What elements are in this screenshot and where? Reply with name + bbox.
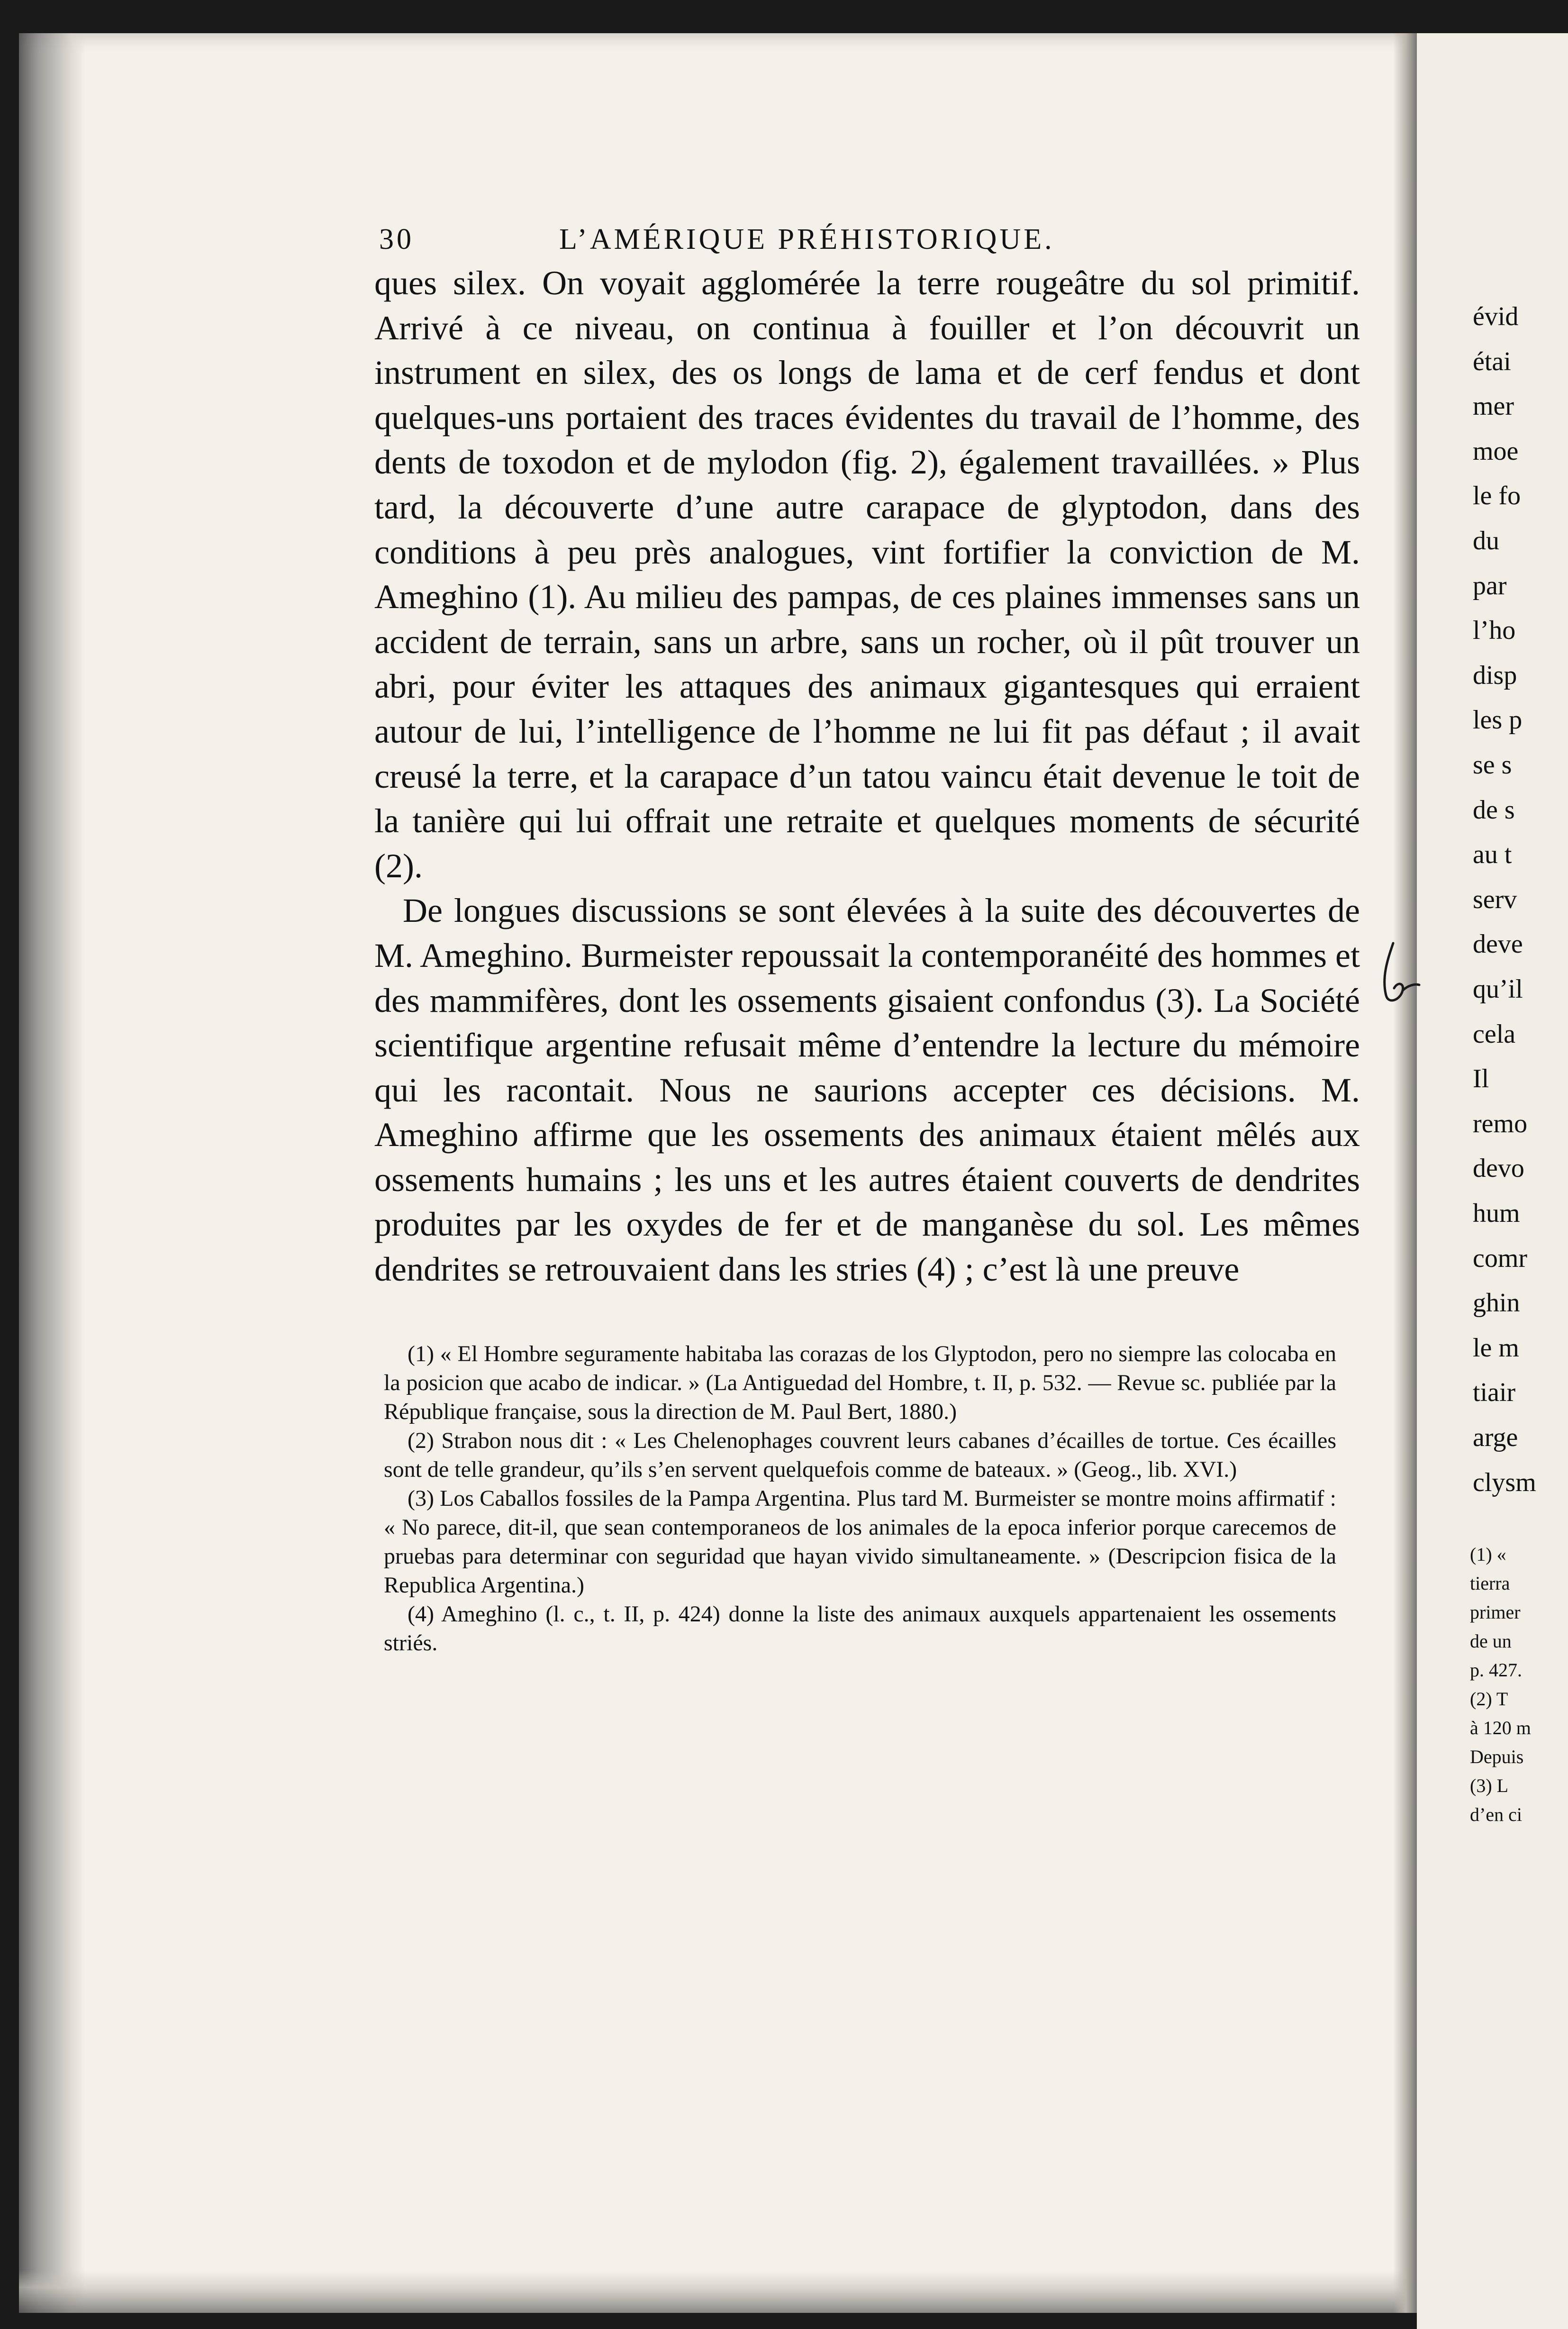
body-paragraph: ques silex. On voyait agglomérée la terre rougeâtre du sol primitif. Arrivé à ce niveau, on continua à fouiller et l’on découvrit un instrument en silex, des os longs de lama et de cerf fendus et dont quelques-uns portaient des traces évidentes du travail de l’homme, des dents de toxodon et de mylodon (fig. 2), également travaillées. » Plus tard, la découverte d’une autre carapace de glyptodon, dans des conditions à peu près analogues, vint fortifier la conviction de M. Ameghino (1). Au milieu des pampas, de ces plaines immenses sans un accident de terrain, sans un arbre, sans un rocher, où il pût trouver un abri, pour éviter les attaques des animaux gigantesques qui erraient autour de lui, l’intelligence de l’homme ne lui fit pas défaut ; il avait creusé la terre, et la carapace d’un tatou vaincu était devenue le toit de la tanière qui lui offrait une retraite et quelques moments de sécurité (2).	[374, 264, 1360, 885]
adjacent-page-note: tierra	[1470, 1573, 1510, 1594]
adjacent-page-line: qu’il	[1473, 974, 1523, 1004]
adjacent-page-fragment	[1417, 33, 1568, 2329]
adjacent-page-line: les p	[1473, 705, 1523, 735]
adjacent-page-line: au t	[1473, 840, 1512, 870]
adjacent-page-note: p. 427.	[1470, 1659, 1522, 1681]
adjacent-page-line: évid	[1473, 302, 1519, 331]
adjacent-page-line: disp	[1473, 660, 1517, 690]
adjacent-page-line: cela	[1473, 1019, 1516, 1049]
adjacent-page-line: l’ho	[1473, 616, 1516, 646]
adjacent-page-line: de s	[1473, 795, 1515, 825]
adjacent-page-line: Il	[1473, 1064, 1489, 1094]
adjacent-page-note: de un	[1470, 1630, 1512, 1652]
running-title: L’AMÉRIQUE PRÉHISTORIQUE.	[559, 223, 1055, 255]
footnotes	[374, 1339, 1336, 1657]
adjacent-page-line: remo	[1473, 1109, 1528, 1138]
adjacent-page-note: (2) T	[1470, 1688, 1508, 1710]
adjacent-page-line: devo	[1473, 1154, 1524, 1183]
footnote: (4) Ameghino (l. c., t. II, p. 424) donne la liste des animaux auxquels appartenaient les ossements striés.	[384, 1601, 1336, 1656]
handwritten-margin-mark	[1374, 938, 1422, 1014]
footnote: (3) Los Caballos fossiles de la Pampa Argentina. Plus tard M. Burmeister se montre moins affirmatif : « No parece, dit-il, que sean contemporaneos de los animales de la epoca inferior porque carecemos de pruebas para determinar con seguridad que hayan vivido simultaneamente. » (Descripcion fisica de la Republica Argentina.)	[384, 1485, 1336, 1598]
page-number: 30	[379, 223, 414, 255]
adjacent-page-note: d’en ci	[1470, 1804, 1522, 1825]
adjacent-page-line: du	[1473, 526, 1499, 555]
page-bottom-edge-shadow	[19, 2270, 1426, 2313]
adjacent-page-line: deve	[1473, 929, 1523, 959]
footnote: (2) Strabon nous dit : « Les Chelenophages couvrent leurs cabanes d’écailles de tortue. Ces écailles sont de telle grandeur, qu’ils s’en servent quelquefois comme de bateaux. » (Geog., lib. XVI.)	[384, 1428, 1336, 1482]
adjacent-page-line: le m	[1473, 1333, 1519, 1363]
adjacent-page-note: à 120 m	[1470, 1717, 1531, 1738]
footnote: (1) « El Hombre seguramente habitaba las corazas de los Glyptodon, pero no siempre las colocaba en la posicion que acabo de indicar. » (La Antiguedad del Hombre, t. II, p. 532. — Revue sc. publiée par la République française, sous la direction de M. Paul Bert, 1880.)	[384, 1341, 1336, 1424]
running-head	[374, 204, 1360, 261]
adjacent-page-note: Depuis	[1470, 1746, 1524, 1767]
adjacent-page-line: étai	[1473, 346, 1511, 376]
adjacent-page-line: comr	[1473, 1243, 1528, 1273]
adjacent-page-line: tiair	[1473, 1378, 1516, 1408]
adjacent-page-line: se s	[1473, 750, 1512, 780]
adjacent-page-line: serv	[1473, 884, 1517, 914]
adjacent-page-line: mer	[1473, 391, 1514, 421]
adjacent-page-line: clysm	[1473, 1467, 1536, 1497]
adjacent-page-line: le fo	[1473, 481, 1521, 511]
adjacent-page-note: primer	[1470, 1601, 1521, 1623]
adjacent-page-note: (3) L	[1470, 1775, 1509, 1796]
adjacent-page-line: moe	[1473, 436, 1519, 466]
adjacent-page-line: par	[1473, 571, 1507, 600]
adjacent-page-note: (1) «	[1470, 1544, 1506, 1565]
page-content	[374, 204, 1360, 1657]
adjacent-page-line: ghin	[1473, 1288, 1520, 1318]
adjacent-page-line: hum	[1473, 1199, 1520, 1228]
adjacent-page-line: arge	[1473, 1423, 1518, 1452]
body-paragraph: De longues discussions se sont élevées à la suite des découvertes de M. Ameghino. Burmeister repoussait la contemporanéité des hommes et des mammifères, dont les ossements gisaient confondus (3). La Société scientifique argentine refusait même d’entendre la lecture du mémoire qui les racontait. Nous ne saurions accepter ces décisions. M. Ameghino affirme que les ossements des animaux étaient mêlés aux ossements humains ; les uns et les autres étaient couverts de dendrites produites par les oxydes de fer et de manganèse du sol. Les mêmes dendrites se retrouvaient dans les stries (4) ; c’est là une preuve	[374, 892, 1360, 1289]
page-left-edge-shadow	[19, 33, 85, 2313]
